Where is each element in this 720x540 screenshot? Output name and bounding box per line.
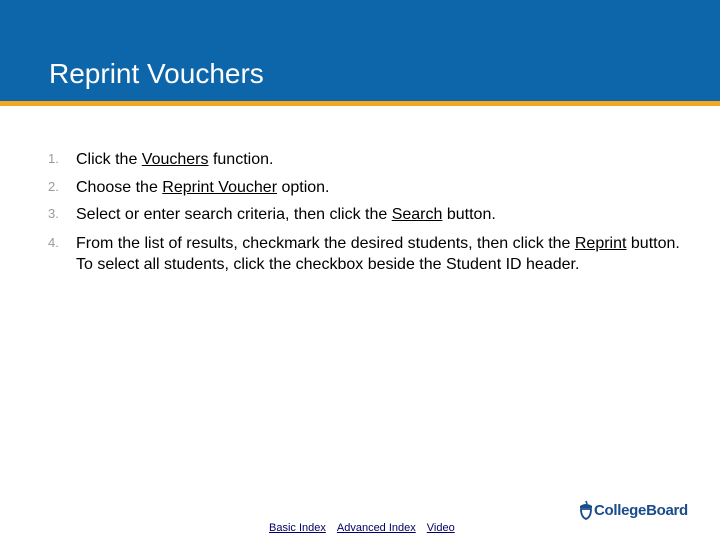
step-number: 2. — [48, 179, 59, 194]
step-text-part: From the list of results, checkmark the desired students, then click the — [76, 235, 575, 252]
footer-nav — [269, 521, 466, 535]
step-text-part: option. — [277, 179, 330, 196]
step-text-part: button. To select all students, click the checkbox beside the Student ID header. — [76, 235, 680, 273]
advanced-index-link[interactable]: Advanced Index — [336, 522, 416, 534]
step-text — [76, 204, 686, 225]
step-text — [76, 149, 686, 170]
step-text — [76, 233, 686, 275]
collegeboard-logo — [578, 500, 688, 520]
logo-wordmark: CollegeBoard — [594, 501, 688, 519]
step-number: 3. — [48, 206, 59, 221]
page-title: Reprint Vouchers — [49, 58, 264, 89]
step-keyword: Reprint — [574, 235, 627, 252]
step-text-part: Click the — [76, 151, 142, 168]
banner-accent-stripe — [0, 101, 720, 106]
step-keyword: Vouchers — [141, 151, 209, 168]
step-number: 1. — [48, 151, 59, 166]
step-keyword: Search — [391, 206, 443, 223]
acorn-logo-icon — [578, 500, 594, 520]
basic-index-link[interactable]: Basic Index — [269, 522, 326, 534]
step-number: 4. — [48, 235, 59, 250]
step-text-part: function. — [208, 151, 274, 168]
step-text-part: Choose the — [76, 179, 163, 196]
video-link[interactable]: Video — [426, 522, 455, 534]
step-keyword: Reprint Voucher — [162, 179, 278, 196]
step-text-part: button. — [442, 206, 496, 223]
step-text-part: Select or enter search criteria, then click the — [76, 206, 392, 223]
step-text — [76, 177, 686, 198]
